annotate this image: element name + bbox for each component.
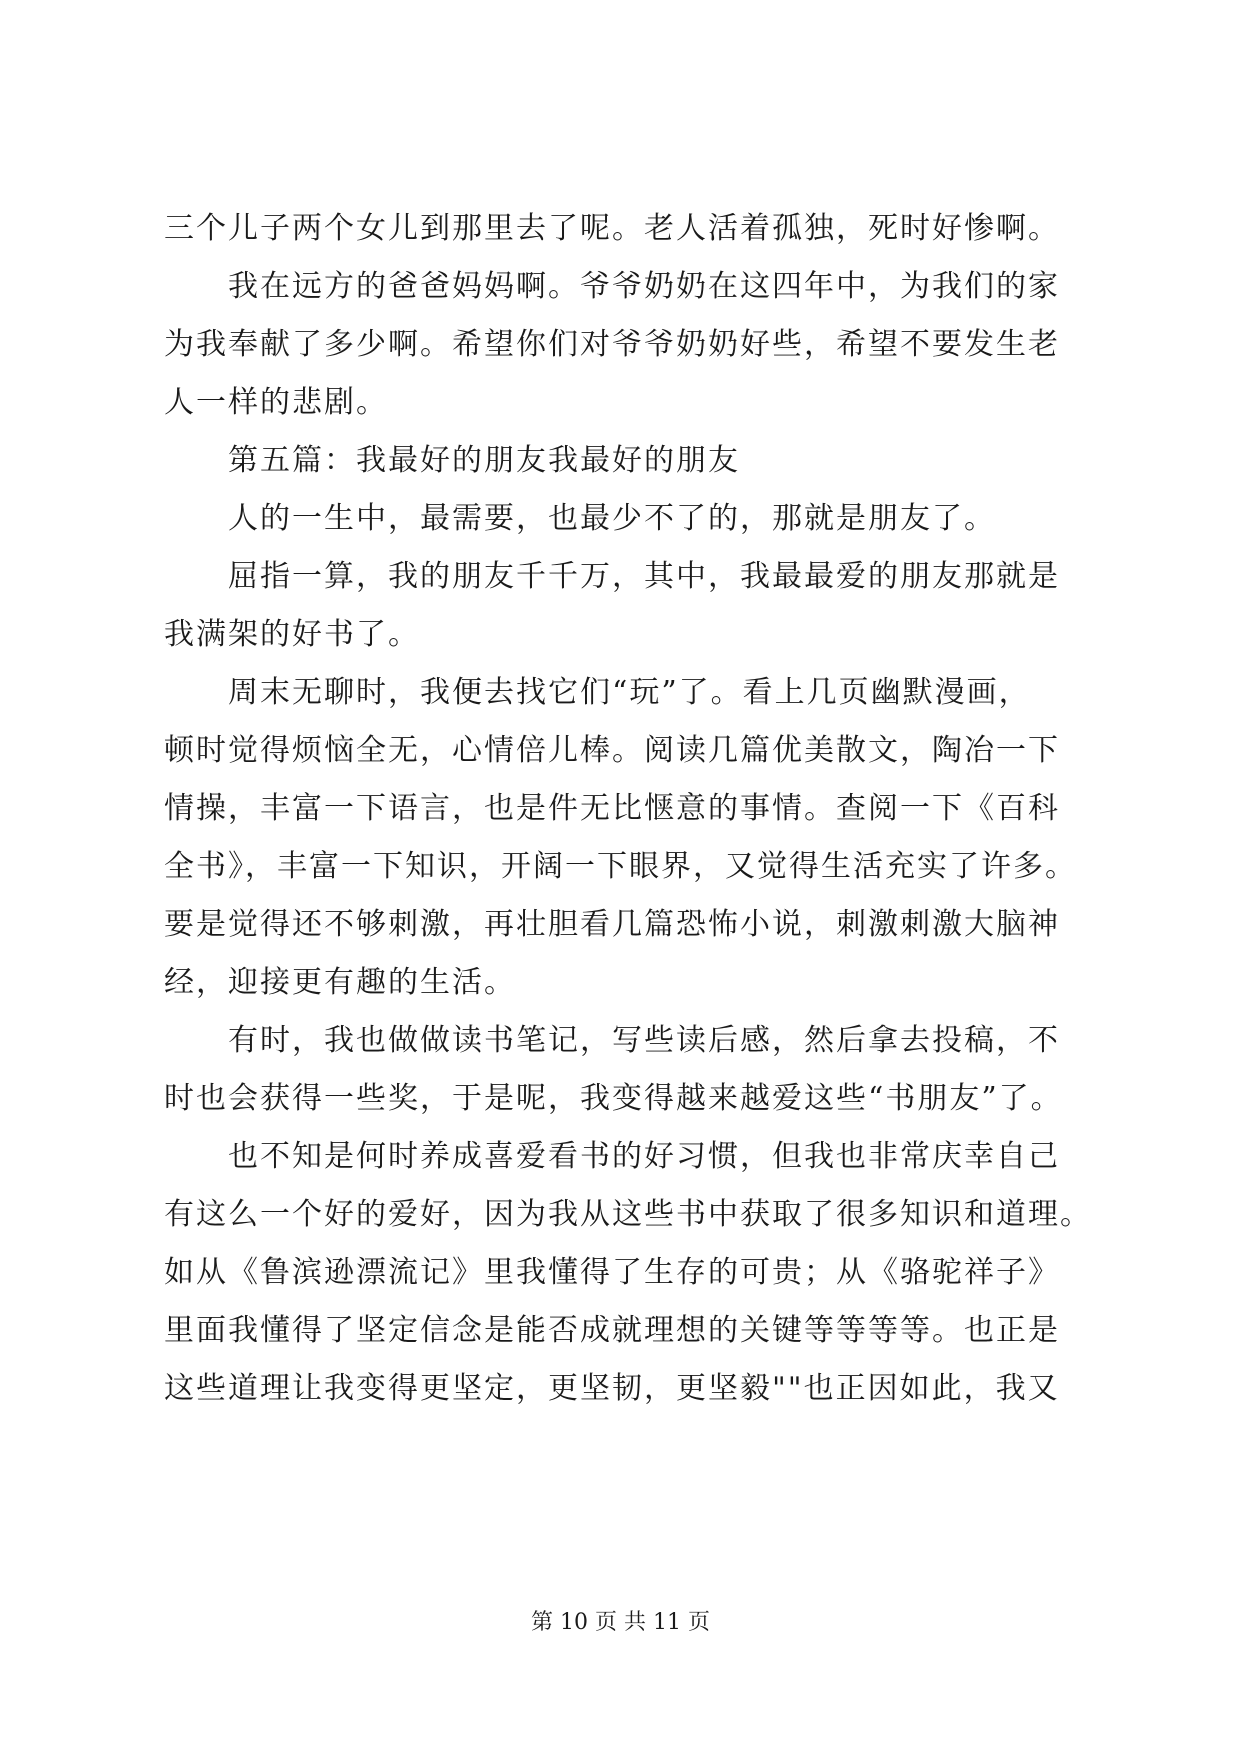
text-line: 顿时觉得烦恼全无，心情倍儿棒。阅读几篇优美散文，陶冶一下 (164, 733, 1060, 768)
text-line: 我满架的好书了。 (164, 617, 420, 652)
text-line: 要是觉得还不够刺激，再壮胆看几篇恐怖小说，刺激刺激大脑神 (164, 907, 1060, 942)
text-line: 周末无聊时，我便去找它们“玩”了。看上几页幽默漫画， (228, 675, 1031, 710)
text-line: 三个儿子两个女儿到那里去了呢。老人活着孤独，死时好惨啊。 (164, 211, 1060, 246)
body-text (164, 200, 1092, 1418)
text-line: 有这么一个好的爱好，因为我从这些书中获取了很多知识和道理。 (164, 1197, 1092, 1232)
text-line: 里面我懂得了坚定信念是能否成就理想的关键等等等等。也正是 (164, 1313, 1060, 1348)
text-line: 如从《鲁滨逊漂流记》里我懂得了生存的可贵；从《骆驼祥子》 (164, 1255, 1060, 1290)
page-number-footer: 第 10 页 共 11 页 (531, 1610, 710, 1635)
text-line: 经，迎接更有趣的生活。 (164, 965, 516, 1000)
section-heading: 第五篇：我最好的朋友我最好的朋友 (228, 443, 740, 478)
text-line: 屈指一算，我的朋友千千万，其中，我最最爱的朋友那就是 (228, 559, 1060, 594)
text-line: 情操，丰富一下语言，也是件无比惬意的事情。查阅一下《百科 (164, 791, 1060, 826)
text-line: 时也会获得一些奖，于是呢，我变得越来越爱这些“书朋友”了。 (164, 1081, 1063, 1116)
text-line: 人一样的悲剧。 (164, 385, 388, 420)
text-line: 这些道理让我变得更坚定，更坚韧，更坚毅""也正因如此，我又 (164, 1371, 1060, 1406)
text-line: 有时，我也做做读书笔记，写些读后感，然后拿去投稿，不 (228, 1023, 1060, 1058)
text-line: 我在远方的爸爸妈妈啊。爷爷奶奶在这四年中，为我们的家 (228, 269, 1060, 304)
text-line: 全书》，丰富一下知识，开阔一下眼界，又觉得生活充实了许多。 (164, 849, 1077, 884)
text-line: 为我奉献了多少啊。希望你们对爷爷奶奶好些，希望不要发生老 (164, 327, 1060, 362)
text-line: 也不知是何时养成喜爱看书的好习惯，但我也非常庆幸自己 (228, 1139, 1060, 1174)
text-line: 人的一生中，最需要，也最少不了的，那就是朋友了。 (228, 501, 996, 536)
